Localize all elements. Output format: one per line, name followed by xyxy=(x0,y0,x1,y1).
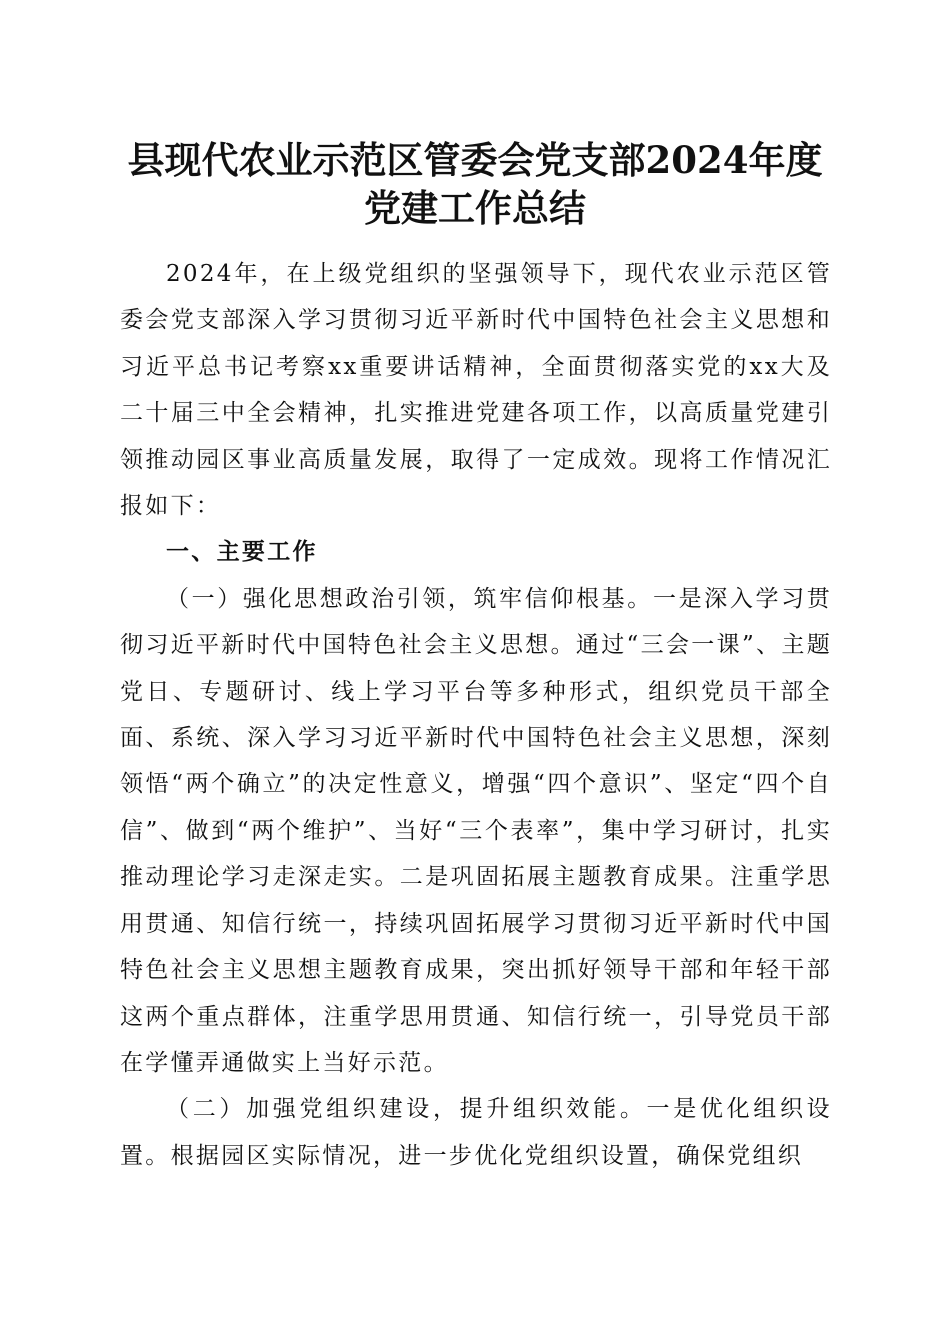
item-2-paragraph xyxy=(120,1086,832,1179)
document-body xyxy=(120,251,832,1179)
item-1-paragraph xyxy=(120,576,832,1086)
intro-paragraph: 2024年，在上级党组织的坚强领导下，现代农业示范区管委会党支部深入学习贯彻习近平新时代中国特色社会主义思想和习近平总书记考察xx重要讲话精神，全面贯彻落实党的xx大及二十届三中全会精神，扎实推进党建各项工作，以高质量党建引领推动园区事业高质量发展，取得了一定成效。现将工作情况汇报如下： xyxy=(120,261,832,520)
item-2-body: 一是优化组织设置。根据园区实际情况，进一步优化党组织设置，确保党组织 xyxy=(120,1096,832,1169)
item-1-lead: （一）强化思想政治引领，筑牢信仰根基。 xyxy=(166,585,653,612)
item-1-body: 一是深入学习贯彻习近平新时代中国特色社会主义思想。通过“三会一课”、主题党日、专题研讨、线上学习平台等多种形式，组织党员干部全面、系统、深入学习习近平新时代中国特色社会主义思想，深刻领悟“两个确立”的决定性意义，增强“四个意识”、坚定“四个自信”、做到“两个维护”、当好“三个表率”，集中学习研讨，扎实推动理论学习走深走实。二是巩固拓展主题教育成果。注重学思用贯通、知信行统一，持续巩固拓展学习贯彻习近平新时代中国特色社会主义思想主题教育成果，突出抓好领导干部和年轻干部这两个重点群体，注重学思用贯通、知信行统一，引导党员干部在学懂弄通做实上当好示范。 xyxy=(120,585,833,1076)
item-2-lead: （二）加强党组织建设，提升组织效能。 xyxy=(166,1096,647,1123)
section-heading-main-work: 一、主要工作 xyxy=(166,539,318,566)
document-title: 县现代农业示范区管委会党支部2024年度党建工作总结 xyxy=(127,138,823,230)
